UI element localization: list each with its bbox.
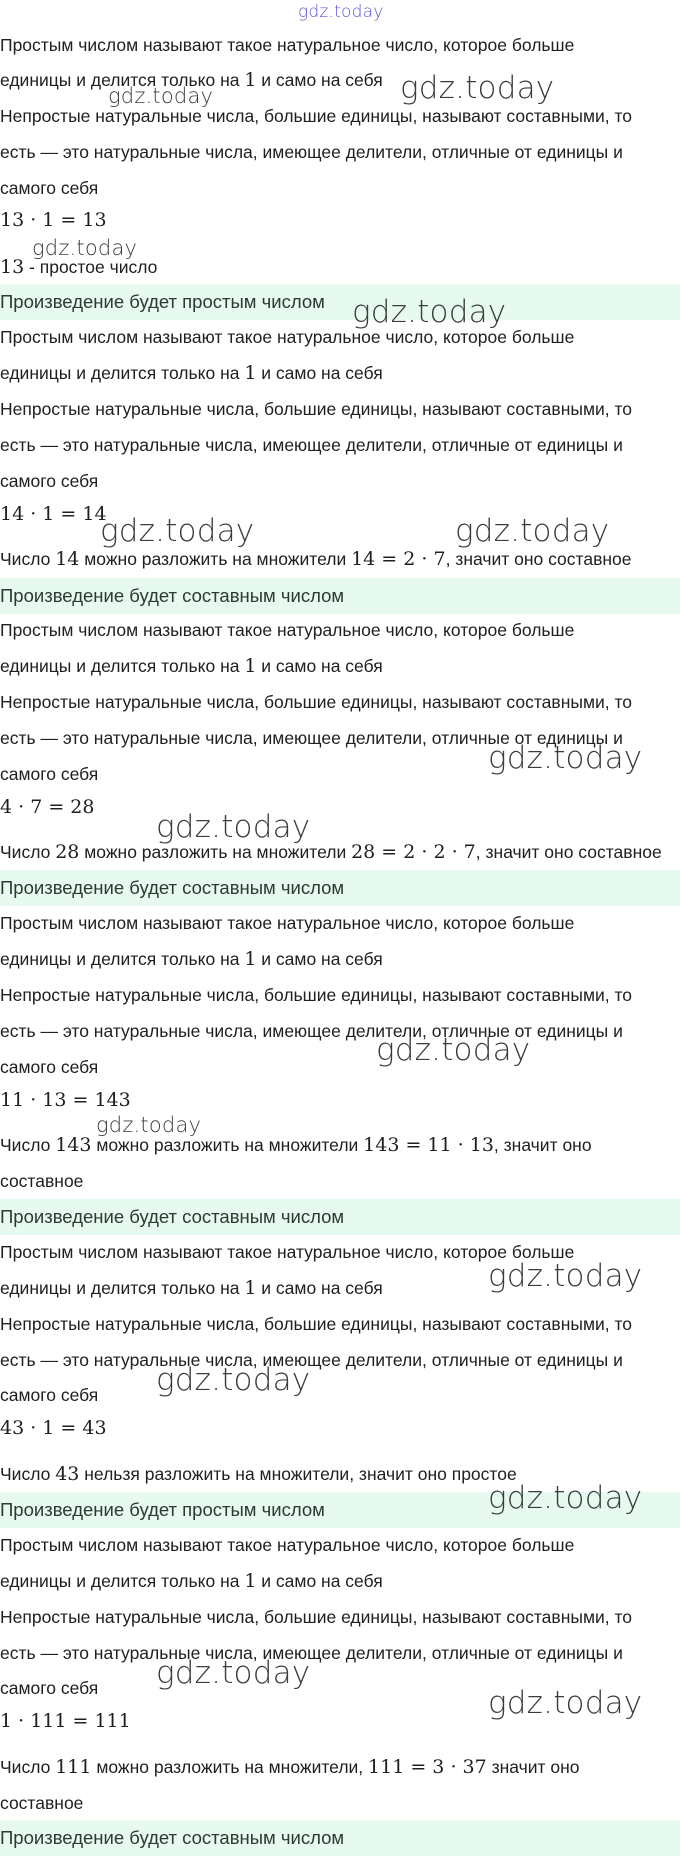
definition-line: самого себя — [0, 764, 99, 784]
conclusion-line: Число 143 можно разложить на множители 143 = 11 · 13, значит оно — [0, 1134, 592, 1156]
watermark: gdz.today — [488, 1480, 643, 1516]
watermark: gdz.today — [156, 1362, 311, 1398]
watermark: gdz.today — [108, 84, 214, 108]
definition-line: Простым числом называют такое натуральное число, которое больше — [0, 35, 575, 55]
definition-line: Непростые натуральные числа, большие единицы, называют составными, то — [0, 1314, 633, 1334]
definition-line: Непростые натуральные числа, большие единицы, называют составными, то — [0, 399, 633, 419]
answer-text: Произведение будет составным числом — [0, 1206, 345, 1227]
watermark: gdz.today — [96, 1113, 202, 1137]
conclusion-line: Число 28 можно разложить на множители 28 = 2 · 2 · 7, значит оно составное — [0, 841, 662, 863]
watermark: gdz.today — [298, 2, 384, 22]
definition-line: единицы и делится только на 1 и само на себя — [0, 69, 383, 91]
definition-line: есть — это натуральные числа, имеющее делители, отличные от единицы и — [0, 142, 623, 162]
watermark: gdz.today — [156, 809, 311, 845]
answer-text: Произведение будет простым числом — [0, 291, 325, 312]
watermark: gdz.today — [400, 70, 555, 106]
watermark: gdz.today — [32, 236, 138, 260]
watermark: gdz.today — [455, 513, 610, 549]
definition-line: самого себя — [0, 1385, 99, 1405]
conclusion-line: составное — [0, 1793, 84, 1813]
equation: 14 · 1 = 14 — [0, 503, 107, 525]
definition-line: Простым числом называют такое натуральное число, которое больше — [0, 620, 575, 640]
answer-text: Произведение будет составным числом — [0, 585, 345, 606]
equation: 13 · 1 = 13 — [0, 209, 107, 231]
definition-line: есть — это натуральные числа, имеющее делители, отличные от единицы и — [0, 435, 623, 455]
definition-line: единицы и делится только на 1 и само на себя — [0, 1570, 383, 1592]
equation: 11 · 13 = 143 — [0, 1089, 131, 1111]
definition-line: Непростые натуральные числа, большие единицы, называют составными, то — [0, 692, 633, 712]
watermark: gdz.today — [488, 1685, 643, 1721]
answer-highlight — [0, 1820, 680, 1856]
definition-line: самого себя — [0, 178, 99, 198]
answer-highlight — [0, 870, 680, 906]
definition-line: самого себя — [0, 471, 99, 491]
definition-line: Простым числом называют такое натуральное число, которое больше — [0, 1242, 575, 1262]
definition-line: есть — это натуральные числа, имеющее делители, отличные от единицы и — [0, 1350, 623, 1370]
conclusion-line: составное — [0, 1171, 84, 1191]
answer-text: Произведение будет составным числом — [0, 1827, 345, 1848]
answer-text: Произведение будет простым числом — [0, 1499, 325, 1520]
equation: 43 · 1 = 43 — [0, 1417, 107, 1439]
watermark: gdz.today — [156, 1655, 311, 1691]
definition-line: Непростые натуральные числа, большие единицы, называют составными, то — [0, 985, 633, 1005]
watermark: gdz.today — [488, 1258, 643, 1294]
definition-line: Непростые натуральные числа, большие единицы, называют составными, то — [0, 1607, 633, 1627]
definition-line: есть — это натуральные числа, имеющее делители, отличные от единицы и — [0, 1021, 623, 1041]
definition-line: единицы и делится только на 1 и само на себя — [0, 948, 383, 970]
definition-line: есть — это натуральные числа, имеющее делители, отличные от единицы и — [0, 728, 623, 748]
definition-line: самого себя — [0, 1057, 99, 1077]
definition-line: единицы и делится только на 1 и само на себя — [0, 362, 383, 384]
equation: 4 · 7 = 28 — [0, 796, 95, 818]
watermark: gdz.today — [100, 513, 255, 549]
definition-line: есть — это натуральные числа, имеющее делители, отличные от единицы и — [0, 1643, 623, 1663]
definition-line: единицы и делится только на 1 и само на себя — [0, 655, 383, 677]
watermark: gdz.today — [488, 740, 643, 776]
answer-highlight — [0, 578, 680, 614]
equation: 1 · 111 = 111 — [0, 1710, 131, 1732]
answer-highlight — [0, 284, 680, 320]
definition-line: Непростые натуральные числа, большие единицы, называют составными, то — [0, 106, 633, 126]
conclusion-line: 13 - простое число — [0, 256, 158, 278]
watermark: gdz.today — [352, 294, 507, 330]
answer-text: Произведение будет составным числом — [0, 877, 345, 898]
answer-highlight — [0, 1199, 680, 1235]
definition-line: единицы и делится только на 1 и само на себя — [0, 1277, 383, 1299]
definition-line: Простым числом называют такое натуральное число, которое больше — [0, 327, 575, 347]
watermark: gdz.today — [376, 1032, 531, 1068]
conclusion-line: Число 111 можно разложить на множители, 111 = 3 · 37 значит оно — [0, 1756, 580, 1778]
conclusion-line: Число 43 нельзя разложить на множители, значит оно простое — [0, 1463, 517, 1485]
definition-line: Простым числом называют такое натуральное число, которое больше — [0, 1535, 575, 1555]
definition-line: самого себя — [0, 1678, 99, 1698]
definition-line: Простым числом называют такое натуральное число, которое больше — [0, 913, 575, 933]
conclusion-line: Число 14 можно разложить на множители 14 = 2 · 7, значит оно составное — [0, 548, 632, 570]
